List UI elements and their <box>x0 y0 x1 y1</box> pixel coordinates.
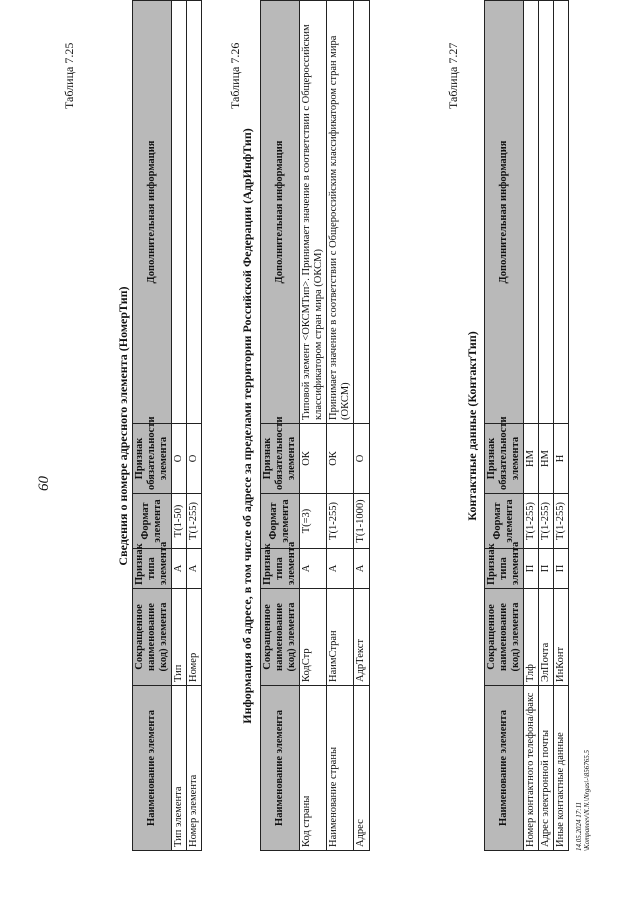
table-726-title: Информация об адресе, в том числе об адресе за пределами территории Российской Федерации (АдрИнфТип) <box>240 128 254 724</box>
column-header: Признак типа элемента <box>485 549 524 589</box>
table-cell: Н <box>554 424 569 494</box>
table-cell: Т(1-255) <box>187 494 202 549</box>
column-header: Формат элемента <box>133 494 172 549</box>
column-header: Признак обязательности элемента <box>485 424 524 494</box>
table-row <box>354 1 369 851</box>
table-cell: ОК <box>327 424 354 494</box>
column-header: Формат элемента <box>485 494 524 549</box>
table-cell: ИнКонт <box>554 589 569 686</box>
column-header: Признак типа элемента <box>133 549 172 589</box>
footer-path: \Kompaneev\N.N.\Nrgas\-\856765.5 <box>583 749 592 851</box>
table-cell: Т(1-255) <box>539 494 554 549</box>
table-row <box>187 1 202 851</box>
table-row <box>172 1 187 851</box>
table-cell: О <box>354 424 369 494</box>
table-cell: НМ <box>539 424 554 494</box>
table-cell: НМ <box>524 424 539 494</box>
table-cell: Т(=3) <box>300 494 327 549</box>
table-cell: НаимСтран <box>327 589 354 686</box>
table-cell <box>354 1 369 424</box>
column-header: Сокращенное наименование (код) элемента <box>133 589 172 686</box>
table-cell: П <box>539 549 554 589</box>
table-725 <box>132 0 202 851</box>
column-header: Наименование элемента <box>485 686 524 851</box>
table-cell <box>539 1 554 424</box>
table-cell: Иные контактные данные <box>554 686 569 851</box>
table-cell: Т(1-1000) <box>354 494 369 549</box>
table-cell: Адрес <box>354 686 369 851</box>
table-cell: Тлф <box>524 589 539 686</box>
table-cell: П <box>554 549 569 589</box>
table-cell: Т(1-255) <box>327 494 354 549</box>
table-cell <box>172 1 187 424</box>
table-row <box>300 1 327 851</box>
footer <box>575 750 592 851</box>
table-726-number: Таблица 7.26 <box>228 42 242 109</box>
table-cell: Код страны <box>300 686 327 851</box>
column-header: Сокращенное наименование (код) элемента <box>261 589 300 686</box>
table-cell: Типовой элемент <ОКСМТип>. Принимает значение в соответствии с Общероссийским классификатором стран мира (ОКСМ) <box>300 1 327 424</box>
table-cell: Тип элемента <box>172 686 187 851</box>
table-cell: А <box>354 549 369 589</box>
table-cell: П <box>524 549 539 589</box>
table-cell: ЭлПочта <box>539 589 554 686</box>
table-cell: АдрТекст <box>354 589 369 686</box>
table-726 <box>260 0 370 851</box>
table-cell: Номер <box>187 589 202 686</box>
table-cell <box>187 1 202 424</box>
footer-date: 14.05.2024 17:11 <box>575 801 583 851</box>
page-number: 60 <box>36 476 52 491</box>
table-cell: О <box>187 424 202 494</box>
table-cell: Номер элемента <box>187 686 202 851</box>
table-cell <box>524 1 539 424</box>
table-cell: Номер контактного телефона/факс <box>524 686 539 851</box>
column-header: Дополнительная информация <box>261 1 300 424</box>
column-header: Дополнительная информация <box>133 1 172 424</box>
table-727-title: Контактные данные (КонтактТип) <box>465 331 479 521</box>
table-cell: Адрес электронной почты <box>539 686 554 851</box>
column-header: Формат элемента <box>261 494 300 549</box>
column-header: Признак обязательности элемента <box>261 424 300 494</box>
table-cell: А <box>327 549 354 589</box>
table-row <box>539 1 554 851</box>
column-header: Признак типа элемента <box>261 549 300 589</box>
table-cell: КодСтр <box>300 589 327 686</box>
table-cell: Т(1-255) <box>524 494 539 549</box>
table-727-number: Таблица 7.27 <box>446 42 460 109</box>
table-cell: Т(1-255) <box>554 494 569 549</box>
table-row <box>554 1 569 851</box>
table-cell: ОК <box>300 424 327 494</box>
table-row <box>327 1 354 851</box>
column-header: Дополнительная информация <box>485 1 524 424</box>
table-cell <box>554 1 569 424</box>
table-727 <box>484 0 569 851</box>
column-header: Признак обязательности элемента <box>133 424 172 494</box>
column-header: Наименование элемента <box>261 686 300 851</box>
table-cell: Т(1-50) <box>172 494 187 549</box>
table-725-title: Сведения о номере адресного элемента (НомерТип) <box>116 286 130 566</box>
table-cell: О <box>172 424 187 494</box>
column-header: Наименование элемента <box>133 686 172 851</box>
table-cell: Принимает значение в соответствии с Общероссийским классификатором стран мира (ОКСМ) <box>327 1 354 424</box>
table-row <box>524 1 539 851</box>
table-cell: А <box>172 549 187 589</box>
table-725-number: Таблица 7.25 <box>62 42 76 109</box>
table-cell: Наименование страны <box>327 686 354 851</box>
table-cell: А <box>187 549 202 589</box>
table-cell: А <box>300 549 327 589</box>
column-header: Сокращенное наименование (код) элемента <box>485 589 524 686</box>
table-cell: Тип <box>172 589 187 686</box>
